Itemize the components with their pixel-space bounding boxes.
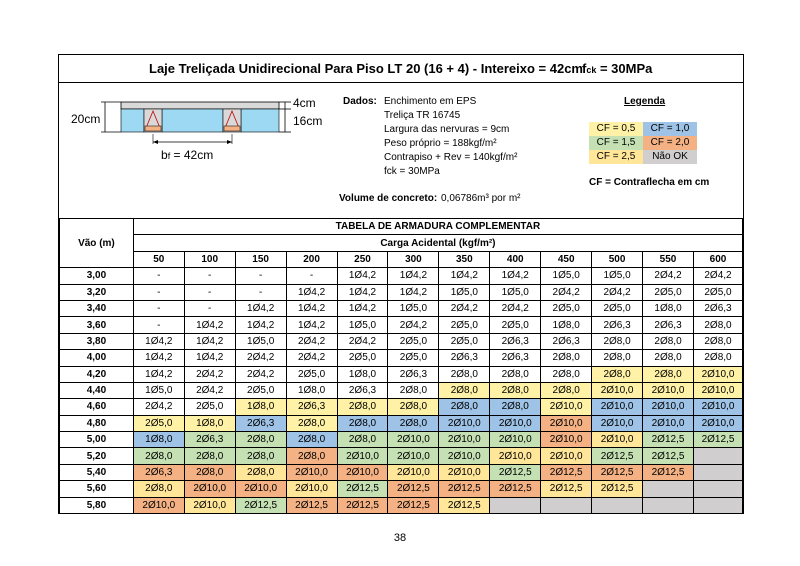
armadura-cell: 2Ø5,0: [286, 366, 337, 382]
armadura-cell: 2Ø10,0: [439, 448, 490, 464]
armadura-cell: 2Ø8,0: [643, 350, 694, 366]
armadura-cell: 2Ø10,0: [541, 448, 592, 464]
armadura-cell: 2Ø10,0: [693, 366, 742, 382]
legend-item: CF = 2,0: [643, 136, 697, 150]
armadura-cell: 2Ø4,2: [490, 300, 541, 316]
armadura-cell: 2Ø8,0: [286, 432, 337, 448]
armadura-cell: 2Ø4,2: [286, 333, 337, 349]
armadura-cell: [643, 481, 694, 497]
armadura-cell: 2Ø10,0: [643, 399, 694, 415]
armadura-cell: 1Ø5,0: [337, 317, 388, 333]
armadura-cell: -: [133, 317, 184, 333]
armadura-cell: 2Ø6,3: [337, 382, 388, 398]
armadura-cell: 1Ø5,0: [490, 284, 541, 300]
armadura-cell: 1Ø4,2: [388, 268, 439, 284]
armadura-cell: 1Ø8,0: [337, 366, 388, 382]
dados-line: Largura das nervuras = 9cm: [384, 124, 510, 135]
armadura-cell: 1Ø4,2: [337, 284, 388, 300]
armadura-cell: 1Ø8,0: [184, 415, 235, 431]
armadura-cell: 2Ø12,5: [592, 481, 643, 497]
dados-line: Treliça TR 16745: [384, 110, 461, 121]
load-header-cell: 550: [643, 251, 694, 267]
vao-cell: 4,20: [60, 366, 134, 382]
armadura-cell: 2Ø8,0: [388, 399, 439, 415]
armadura-cell: 2Ø8,0: [286, 448, 337, 464]
dim-eps: 16cm: [293, 114, 323, 128]
table-title: TABELA DE ARMADURA COMPLEMENTAR: [133, 219, 742, 235]
table-row: [60, 399, 743, 415]
armadura-cell: 2Ø12,5: [337, 481, 388, 497]
armadura-cell: 1Ø4,2: [235, 300, 286, 316]
armadura-cell: -: [133, 300, 184, 316]
bf-prefix: b: [161, 148, 168, 162]
legend-item: CF = 1,0: [643, 122, 697, 136]
vao-cell: 4,00: [60, 350, 134, 366]
armadura-cell: 1Ø4,2: [133, 333, 184, 349]
armadura-cell: 2Ø4,2: [286, 350, 337, 366]
armadura-cell: -: [133, 284, 184, 300]
armadura-cell: 2Ø12,5: [592, 448, 643, 464]
armadura-cell: 2Ø8,0: [592, 350, 643, 366]
armadura-cell: 2Ø8,0: [388, 382, 439, 398]
armadura-cell: 2Ø5,0: [439, 317, 490, 333]
armadura-cell: 1Ø4,2: [286, 317, 337, 333]
armadura-cell: 2Ø8,0: [490, 382, 541, 398]
table-row: [60, 415, 743, 431]
dados-label: Dados:: [343, 96, 377, 107]
vao-cell: 5,00: [60, 432, 134, 448]
vao-cell: 4,80: [60, 415, 134, 431]
armadura-cell: 2Ø6,3: [235, 415, 286, 431]
armadura-cell: 2Ø12,5: [388, 481, 439, 497]
armadura-cell: 2Ø10,0: [592, 399, 643, 415]
armadura-cell: 2Ø12,5: [439, 481, 490, 497]
armadura-cell: 2Ø6,3: [133, 464, 184, 480]
armadura-cell: 2Ø4,2: [235, 350, 286, 366]
vao-cell: 4,60: [60, 399, 134, 415]
armadura-cell: -: [235, 284, 286, 300]
load-header-cell: 400: [490, 251, 541, 267]
armadura-cell: 2Ø4,2: [184, 366, 235, 382]
fck-suffix: = 30MPa: [596, 61, 653, 76]
armadura-cell: 2Ø10,0: [439, 432, 490, 448]
armadura-cell: 2Ø6,3: [490, 350, 541, 366]
armadura-cell: -: [184, 284, 235, 300]
armadura-cell: 2Ø8,0: [439, 366, 490, 382]
armadura-cell: 1Ø5,0: [235, 333, 286, 349]
armadura-cell: 2Ø10,0: [693, 382, 742, 398]
table-row: [60, 497, 743, 513]
table-row: [60, 350, 743, 366]
vao-cell: 5,60: [60, 481, 134, 497]
armadura-cell: 2Ø12,5: [693, 432, 742, 448]
table-row: [60, 464, 743, 480]
table-body: [60, 219, 743, 514]
armadura-cell: 2Ø5,0: [693, 284, 742, 300]
volume-label: Volume de concreto:: [339, 193, 438, 204]
armadura-cell: -: [184, 300, 235, 316]
carga-header: Carga Acidental (kgf/m²): [133, 235, 742, 251]
dados-line: fck = 30MPa: [384, 166, 440, 177]
armadura-cell: [693, 448, 742, 464]
armadura-cell: 2Ø4,2: [337, 333, 388, 349]
volume-value: 0,06786m³ por m²: [441, 193, 521, 204]
vao-cell: 5,20: [60, 448, 134, 464]
armadura-cell: 2Ø10,0: [286, 464, 337, 480]
legend-item: CF = 1,5: [589, 136, 643, 150]
armadura-cell: 1Ø4,2: [286, 300, 337, 316]
armadura-cell: 2Ø10,0: [490, 432, 541, 448]
armadura-cell: 2Ø10,0: [439, 415, 490, 431]
legend-item: CF = 2,5: [589, 150, 643, 164]
load-header-cell: 500: [592, 251, 643, 267]
armadura-cell: 2Ø4,2: [693, 268, 742, 284]
armadura-cell: 1Ø4,2: [184, 333, 235, 349]
armadura-cell: 2Ø5,0: [490, 317, 541, 333]
table-row: [60, 481, 743, 497]
vao-cell: 3,00: [60, 268, 134, 284]
armadura-cell: 2Ø10,0: [541, 432, 592, 448]
armadura-cell: 2Ø10,0: [133, 497, 184, 513]
armadura-cell: 2Ø8,0: [693, 350, 742, 366]
armadura-cell: 2Ø12,5: [337, 497, 388, 513]
armadura-cell: 2Ø12,5: [643, 464, 694, 480]
armadura-cell: 1Ø8,0: [541, 317, 592, 333]
armadura-cell: 2Ø12,5: [592, 464, 643, 480]
armadura-cell: 2Ø5,0: [388, 333, 439, 349]
armadura-cell: [693, 497, 742, 513]
armadura-cell: 2Ø6,3: [388, 366, 439, 382]
armadura-cell: 2Ø8,0: [439, 382, 490, 398]
armadura-cell: 2Ø10,0: [184, 481, 235, 497]
armadura-cell: 2Ø4,2: [643, 268, 694, 284]
armadura-cell: 2Ø10,0: [388, 448, 439, 464]
load-header-cell: 250: [337, 251, 388, 267]
armadura-cell: 1Ø5,0: [592, 268, 643, 284]
armadura-cell: 1Ø4,2: [133, 350, 184, 366]
table-row: [60, 382, 743, 398]
armadura-cell: 2Ø12,5: [643, 432, 694, 448]
armadura-cell: 2Ø8,0: [490, 399, 541, 415]
armadura-cell: 1Ø4,2: [337, 300, 388, 316]
armadura-cell: 2Ø10,0: [184, 497, 235, 513]
armadura-cell: 1Ø5,0: [388, 300, 439, 316]
armadura-cell: 2Ø12,5: [490, 481, 541, 497]
vao-cell: 4,40: [60, 382, 134, 398]
armadura-cell: 2Ø4,2: [541, 284, 592, 300]
armadura-cell: 1Ø4,2: [184, 317, 235, 333]
armadura-cell: 2Ø12,5: [439, 497, 490, 513]
armadura-cell: 2Ø8,0: [337, 415, 388, 431]
armadura-cell: 1Ø8,0: [133, 432, 184, 448]
legend-title: Legenda: [624, 96, 666, 107]
armadura-cell: 2Ø12,5: [643, 448, 694, 464]
armadura-cell: 2Ø10,0: [643, 415, 694, 431]
armadura-cell: 2Ø5,0: [388, 350, 439, 366]
dados-line: Enchimento em EPS: [384, 96, 477, 107]
armadura-cell: 1Ø8,0: [235, 399, 286, 415]
armadura-cell: 2Ø4,2: [592, 284, 643, 300]
armadura-cell: 2Ø10,0: [541, 399, 592, 415]
armadura-cell: 2Ø10,0: [337, 464, 388, 480]
vao-cell: 3,40: [60, 300, 134, 316]
armadura-cell: 2Ø10,0: [286, 481, 337, 497]
armadura-cell: 2Ø12,5: [541, 481, 592, 497]
armadura-cell: 2Ø5,0: [235, 382, 286, 398]
armadura-cell: 1Ø4,2: [184, 350, 235, 366]
armadura-cell: 2Ø5,0: [643, 284, 694, 300]
armadura-cell: -: [235, 268, 286, 284]
armadura-cell: 2Ø4,2: [388, 317, 439, 333]
page-title: Laje Treliçada Unidirecional Para Piso LT 20 (16 + 4) - Intereixo = 42cm: [149, 61, 583, 76]
bf-suffix: = 42cm: [170, 148, 214, 162]
legend-item: CF = 0,5: [589, 122, 643, 136]
table-row: [60, 333, 743, 349]
dados-line: Contrapiso + Rev = 140kgf/m²: [384, 152, 518, 163]
armadura-cell: 2Ø12,5: [286, 497, 337, 513]
load-header-cell: 450: [541, 251, 592, 267]
armadura-cell: 2Ø8,0: [541, 366, 592, 382]
armadura-cell: 2Ø8,0: [286, 415, 337, 431]
armadura-cell: 2Ø10,0: [337, 448, 388, 464]
load-header-cell: 200: [286, 251, 337, 267]
armadura-cell: 2Ø12,5: [235, 497, 286, 513]
vao-header: Vão (m): [60, 219, 134, 268]
load-header-cell: 50: [133, 251, 184, 267]
page-number: 38: [393, 532, 407, 544]
armadura-cell: 2Ø5,0: [541, 300, 592, 316]
armadura-cell: 1Ø5,0: [439, 284, 490, 300]
armadura-cell: 2Ø8,0: [693, 317, 742, 333]
armadura-cell: 2Ø10,0: [643, 382, 694, 398]
armadura-cell: 2Ø12,5: [490, 464, 541, 480]
armadura-cell: 2Ø6,3: [286, 399, 337, 415]
load-header-row: [60, 251, 743, 267]
vao-cell: 5,80: [60, 497, 134, 513]
armadura-cell: 2Ø12,5: [541, 464, 592, 480]
table-row: [60, 300, 743, 316]
vao-cell: 3,80: [60, 333, 134, 349]
armadura-cell: 1Ø4,2: [337, 268, 388, 284]
armadura-cell: 2Ø8,0: [184, 464, 235, 480]
armadura-cell: 2Ø5,0: [133, 415, 184, 431]
armadura-cell: 2Ø8,0: [133, 448, 184, 464]
armadura-cell: 2Ø8,0: [184, 448, 235, 464]
table-row: [60, 366, 743, 382]
armadura-cell: 2Ø8,0: [643, 333, 694, 349]
armadura-cell: 2Ø8,0: [541, 350, 592, 366]
dim-capa: 4cm: [293, 96, 316, 110]
armadura-cell: [490, 497, 541, 513]
load-header-cell: 150: [235, 251, 286, 267]
armadura-cell: 2Ø8,0: [490, 366, 541, 382]
armadura-cell: 2Ø8,0: [643, 366, 694, 382]
armadura-cell: 2Ø8,0: [388, 415, 439, 431]
armadura-cell: [693, 481, 742, 497]
armadura-cell: 1Ø4,2: [235, 317, 286, 333]
dim-total-height: 20cm: [71, 112, 101, 126]
armadura-table: [59, 218, 743, 514]
vao-cell: 3,60: [60, 317, 134, 333]
legend-note: CF = Contraflecha em cm: [589, 177, 710, 188]
fck-title: [582, 61, 652, 76]
armadura-cell: 2Ø10,0: [439, 464, 490, 480]
armadura-cell: 2Ø5,0: [592, 300, 643, 316]
armadura-cell: 2Ø6,3: [693, 300, 742, 316]
table-row: [60, 317, 743, 333]
armadura-cell: 2Ø6,3: [439, 350, 490, 366]
armadura-cell: -: [133, 268, 184, 284]
armadura-cell: 1Ø4,2: [490, 268, 541, 284]
armadura-cell: 2Ø10,0: [693, 415, 742, 431]
armadura-cell: 2Ø4,2: [184, 382, 235, 398]
table-row: [60, 448, 743, 464]
armadura-cell: 2Ø8,0: [693, 333, 742, 349]
title-row: [59, 55, 743, 83]
fck-prefix: f: [582, 61, 587, 76]
armadura-cell: 2Ø6,3: [184, 432, 235, 448]
armadura-cell: 2Ø6,3: [592, 317, 643, 333]
armadura-cell: 2Ø6,3: [541, 333, 592, 349]
armadura-cell: 2Ø12,5: [388, 497, 439, 513]
armadura-cell: 1Ø8,0: [643, 300, 694, 316]
armadura-cell: 1Ø4,2: [133, 366, 184, 382]
armadura-cell: 2Ø4,2: [439, 300, 490, 316]
armadura-cell: 1Ø8,0: [286, 382, 337, 398]
armadura-cell: 2Ø8,0: [133, 481, 184, 497]
load-header-cell: 100: [184, 251, 235, 267]
armadura-cell: 2Ø8,0: [592, 333, 643, 349]
bf-sub: f: [167, 151, 171, 161]
armadura-cell: -: [286, 268, 337, 284]
armadura-cell: 2Ø10,0: [592, 432, 643, 448]
armadura-cell: 2Ø5,0: [184, 399, 235, 415]
armadura-cell: 2Ø8,0: [235, 432, 286, 448]
armadura-cell: [541, 497, 592, 513]
table-row: [60, 284, 743, 300]
armadura-cell: 2Ø10,0: [388, 464, 439, 480]
armadura-cell: 2Ø10,0: [592, 382, 643, 398]
armadura-cell: [693, 464, 742, 480]
armadura-cell: 2Ø8,0: [592, 366, 643, 382]
armadura-cell: 2Ø10,0: [693, 399, 742, 415]
document-frame: [58, 54, 744, 514]
armadura-cell: 2Ø8,0: [439, 399, 490, 415]
armadura-cell: 2Ø10,0: [541, 415, 592, 431]
armadura-cell: 1Ø4,2: [388, 284, 439, 300]
load-header-cell: 350: [439, 251, 490, 267]
load-header-cell: 300: [388, 251, 439, 267]
armadura-cell: 2Ø5,0: [337, 350, 388, 366]
armadura-cell: 2Ø10,0: [388, 432, 439, 448]
armadura-cell: 2Ø10,0: [490, 415, 541, 431]
armadura-cell: 2Ø6,3: [490, 333, 541, 349]
dim-bf: [161, 148, 213, 162]
armadura-cell: 2Ø6,3: [643, 317, 694, 333]
legend-item: Não OK: [643, 150, 697, 164]
armadura-cell: 2Ø8,0: [337, 399, 388, 415]
armadura-cell: 1Ø4,2: [439, 268, 490, 284]
armadura-cell: 2Ø8,0: [235, 464, 286, 480]
armadura-cell: 1Ø4,2: [286, 284, 337, 300]
armadura-cell: 2Ø4,2: [133, 399, 184, 415]
armadura-cell: 2Ø8,0: [541, 382, 592, 398]
vao-cell: 3,20: [60, 284, 134, 300]
fck-sub: ck: [586, 65, 597, 75]
armadura-cell: 2Ø8,0: [235, 448, 286, 464]
load-header-cell: 600: [693, 251, 742, 267]
armadura-cell: -: [184, 268, 235, 284]
dados-line: Peso próprio = 188kgf/m²: [384, 138, 497, 149]
armadura-cell: 1Ø5,0: [133, 382, 184, 398]
armadura-cell: [592, 497, 643, 513]
armadura-cell: 2Ø4,2: [235, 366, 286, 382]
armadura-cell: 2Ø10,0: [592, 415, 643, 431]
armadura-cell: 2Ø8,0: [337, 432, 388, 448]
table-row: [60, 432, 743, 448]
info-section: [59, 82, 743, 219]
armadura-cell: 2Ø10,0: [235, 481, 286, 497]
vao-cell: 5,40: [60, 464, 134, 480]
armadura-cell: 1Ø5,0: [541, 268, 592, 284]
table-row: [60, 268, 743, 284]
armadura-cell: 2Ø10,0: [490, 448, 541, 464]
armadura-cell: 2Ø5,0: [439, 333, 490, 349]
armadura-cell: [643, 497, 694, 513]
